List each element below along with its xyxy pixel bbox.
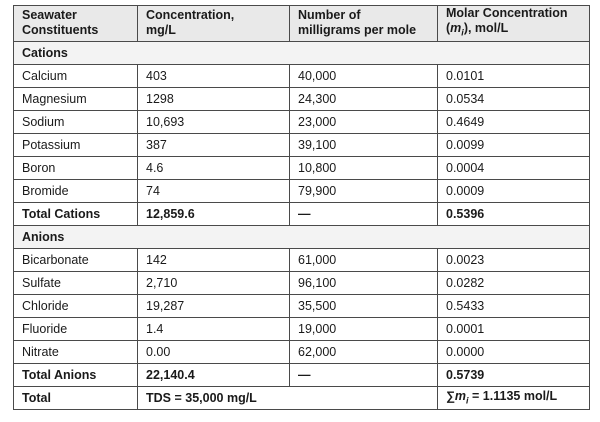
constituent-name: Magnesium — [14, 87, 138, 110]
mg-per-mole-cell: 10,800 — [290, 156, 438, 179]
tds-value: TDS = 35,000 mg/L — [138, 386, 438, 409]
total-label: Total Anions — [14, 363, 138, 386]
molar-cell: 0.5433 — [438, 294, 590, 317]
total-cations-row — [14, 202, 590, 225]
concentration-cell: 19,287 — [138, 294, 290, 317]
concentration-cell: 403 — [138, 64, 290, 87]
table-row — [14, 294, 590, 317]
sum-m: m — [454, 389, 467, 404]
concentration-cell: 0.00 — [138, 340, 290, 363]
grand-total-row — [14, 386, 590, 409]
table-row — [14, 317, 590, 340]
concentration-cell: 2,710 — [138, 271, 290, 294]
grand-total-label: Total — [14, 386, 138, 409]
section-label: Anions — [14, 225, 590, 248]
table-row — [14, 179, 590, 202]
constituent-name: Chloride — [14, 294, 138, 317]
sum-result: = 1.1135 mol/L — [468, 389, 558, 404]
mg-per-mole-cell: 96,100 — [290, 271, 438, 294]
concentration-cell: 74 — [138, 179, 290, 202]
constituent-name: Sulfate — [14, 271, 138, 294]
mg-per-mole-cell: 61,000 — [290, 248, 438, 271]
molar-cell: 0.0001 — [438, 317, 590, 340]
molar-cell: 0.0000 — [438, 340, 590, 363]
total-label: Total Cations — [14, 202, 138, 225]
total-mg-per-mole: — — [290, 363, 438, 386]
mg-per-mole-cell: 19,000 — [290, 317, 438, 340]
constituent-name: Calcium — [14, 64, 138, 87]
table-row — [14, 110, 590, 133]
header-constituents: Seawater Constituents — [14, 6, 138, 42]
sum-sub: i — [466, 395, 469, 406]
molar-cell: 0.0009 — [438, 179, 590, 202]
constituent-name: Bromide — [14, 179, 138, 202]
total-concentration: 12,859.6 — [138, 202, 290, 225]
constituent-name: Fluoride — [14, 317, 138, 340]
total-anions-row — [14, 363, 590, 386]
concentration-cell: 1.4 — [138, 317, 290, 340]
table-row — [14, 87, 590, 110]
molar-cell: 0.0534 — [438, 87, 590, 110]
concentration-cell: 4.6 — [138, 156, 290, 179]
section-row-anions — [14, 225, 590, 248]
seawater-constituents-table — [13, 5, 590, 410]
sum-molar-value — [438, 386, 590, 409]
molar-cell: 0.0004 — [438, 156, 590, 179]
constituent-name: Boron — [14, 156, 138, 179]
table-row — [14, 248, 590, 271]
mg-per-mole-cell: 39,100 — [290, 133, 438, 156]
mg-per-mole-cell: 62,000 — [290, 340, 438, 363]
table-row — [14, 340, 590, 363]
header-milligrams-per-mole: Number of milligrams per mole — [290, 6, 438, 42]
molar-cell: 0.0099 — [438, 133, 590, 156]
mg-per-mole-cell: 35,500 — [290, 294, 438, 317]
header-concentration: Concentration, mg/L — [138, 6, 290, 42]
concentration-cell: 10,693 — [138, 110, 290, 133]
header-molar-concentration: Molar Concentration $(m_i)$, mol/L — [438, 6, 590, 42]
section-label: Cations — [14, 41, 590, 64]
concentration-cell: 387 — [138, 133, 290, 156]
total-molar: 0.5739 — [438, 363, 590, 386]
sum-symbol: ∑ — [446, 389, 455, 404]
table-row — [14, 64, 590, 87]
concentration-cell: 1298 — [138, 87, 290, 110]
concentration-cell: 142 — [138, 248, 290, 271]
mg-per-mole-cell: 79,900 — [290, 179, 438, 202]
header-row — [14, 6, 590, 42]
total-mg-per-mole: — — [290, 202, 438, 225]
table-row — [14, 133, 590, 156]
table-row — [14, 271, 590, 294]
molar-cell: 0.4649 — [438, 110, 590, 133]
constituent-name: Bicarbonate — [14, 248, 138, 271]
constituent-name: Nitrate — [14, 340, 138, 363]
mg-per-mole-cell: 24,300 — [290, 87, 438, 110]
table-row — [14, 156, 590, 179]
section-row-cations — [14, 41, 590, 64]
constituent-name: Sodium — [14, 110, 138, 133]
total-concentration: 22,140.4 — [138, 363, 290, 386]
constituent-name: Potassium — [14, 133, 138, 156]
mg-per-mole-cell: 40,000 — [290, 64, 438, 87]
molar-cell: 0.0101 — [438, 64, 590, 87]
mg-per-mole-cell: 23,000 — [290, 110, 438, 133]
molar-cell: 0.0282 — [438, 271, 590, 294]
total-molar: 0.5396 — [438, 202, 590, 225]
molar-cell: 0.0023 — [438, 248, 590, 271]
